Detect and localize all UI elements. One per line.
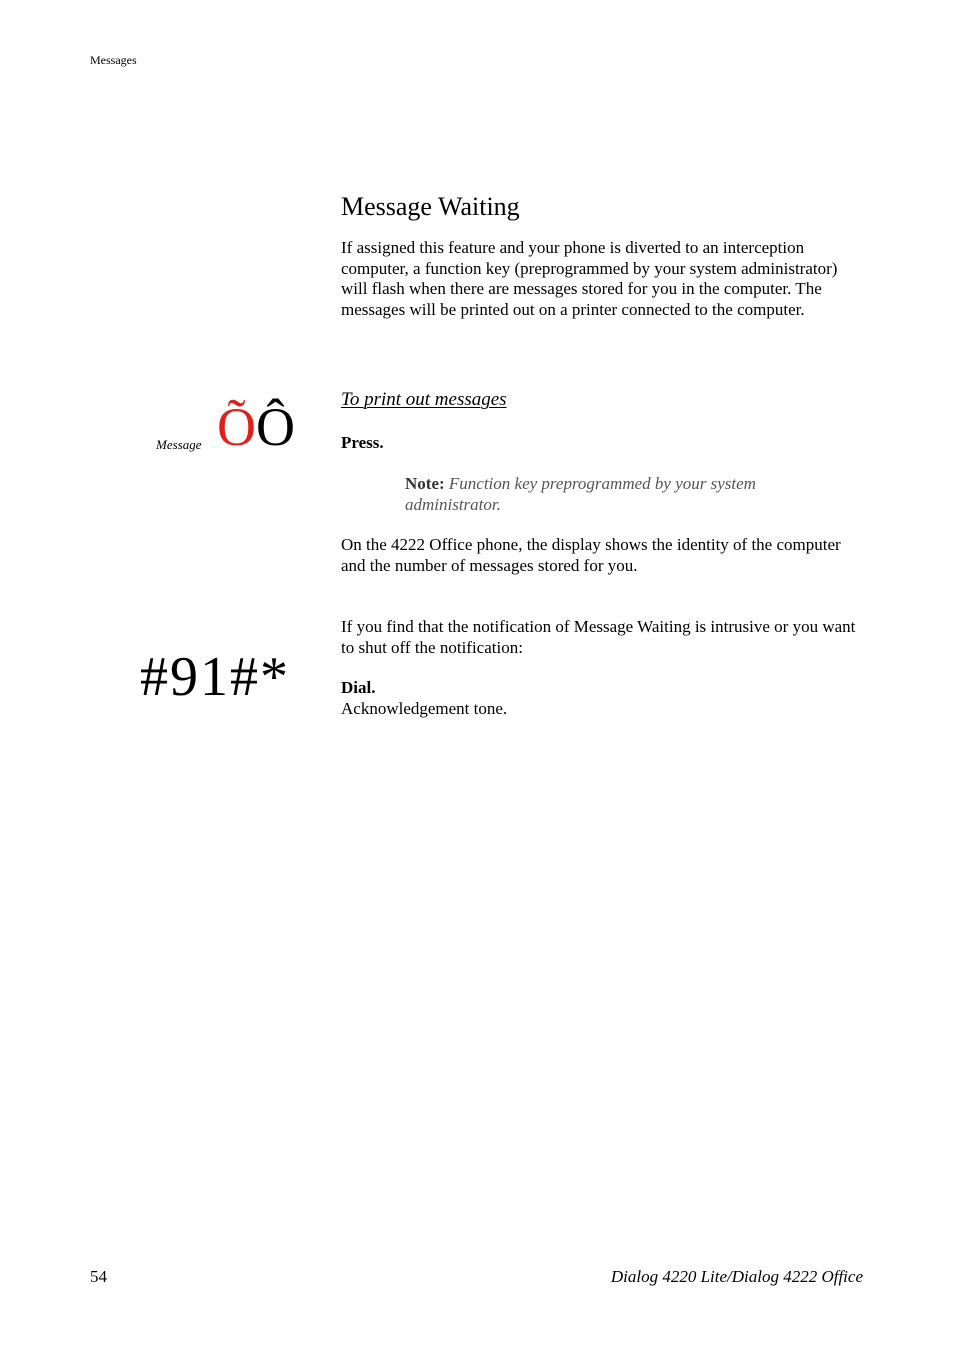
- function-key-icon: Ô: [256, 397, 295, 457]
- footer-title: Dialog 4220 Lite/Dialog 4222 Office: [610, 1267, 863, 1286]
- note-label: Note:: [405, 474, 445, 493]
- section-title: Message Waiting: [341, 192, 520, 221]
- message-key-label: Message: [156, 437, 202, 452]
- intro-paragraph: If assigned this feature and your phone is diverted to an interception computer, a function key (preprogrammed by your system administrator) will flash when there are messages stored for you in the computer. The messages will be printed out on a printer connected to the computer.: [341, 238, 838, 319]
- dial-instruction: Dial.: [341, 678, 376, 697]
- message-function-key: [217, 397, 295, 457]
- dial-code: #91#*: [140, 646, 290, 708]
- flashing-led-icon: Õ: [217, 397, 256, 457]
- acknowledgement-text: Acknowledgement tone.: [341, 699, 508, 718]
- note-text: Function key preprogrammed by your system administrator.: [405, 474, 756, 514]
- shutoff-paragraph: If you find that the notification of Message Waiting is intrusive or you want to shut off the notification:: [341, 617, 856, 657]
- office-display-paragraph: On the 4222 Office phone, the display shows the identity of the computer and the number of messages stored for you.: [341, 535, 841, 575]
- running-header: Messages: [90, 53, 137, 67]
- press-instruction: Press.: [341, 433, 384, 452]
- note-block: [405, 474, 825, 515]
- procedure-subheading: To print out messages: [341, 389, 507, 410]
- page-number: 54: [90, 1267, 107, 1286]
